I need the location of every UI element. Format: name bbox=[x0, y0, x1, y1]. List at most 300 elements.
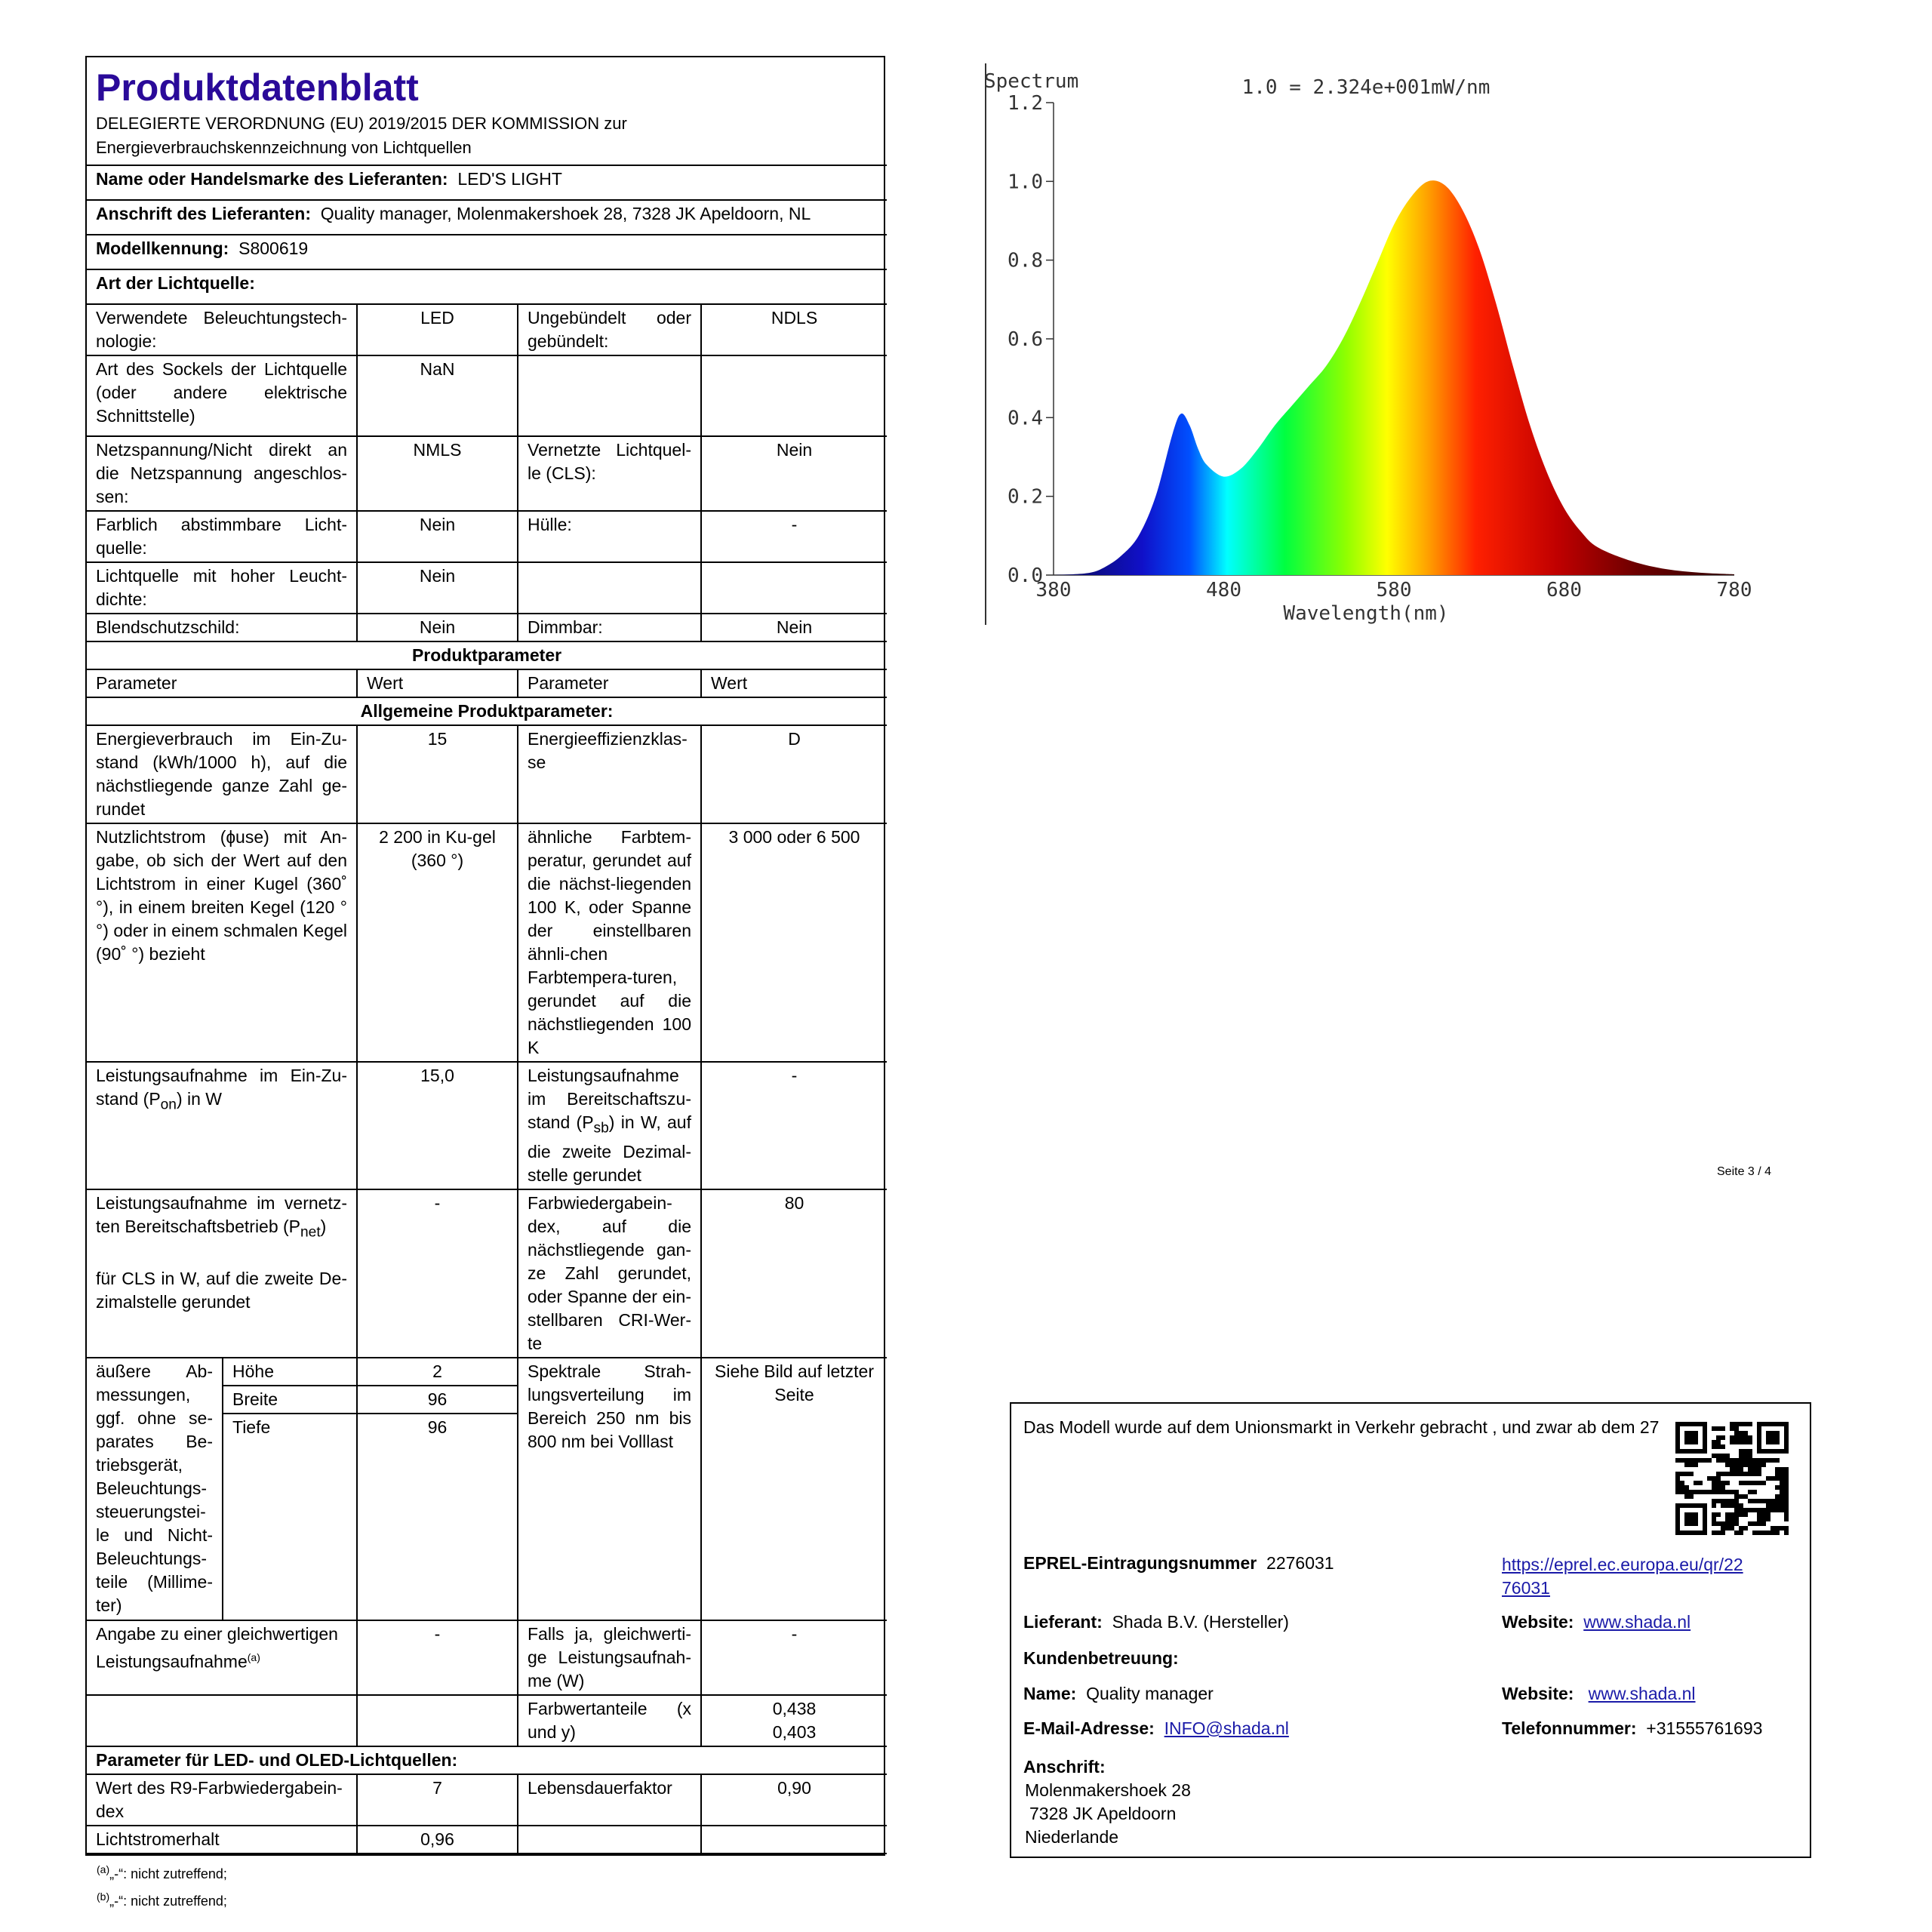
qr-module bbox=[1761, 1499, 1766, 1503]
qr-module bbox=[1757, 1517, 1761, 1521]
value-cell: NaN bbox=[357, 355, 518, 436]
table-row bbox=[87, 1774, 887, 1826]
y-tick-label: 0.6 bbox=[1008, 328, 1043, 351]
qr-module bbox=[1689, 1494, 1694, 1499]
qr-module bbox=[1734, 1517, 1739, 1521]
qr-module bbox=[1712, 1512, 1716, 1517]
qr-module bbox=[1748, 1508, 1752, 1512]
value-cell: Siehe Bild auf letzter Seite bbox=[701, 1358, 887, 1620]
farbwert-x: 0,438 bbox=[772, 1698, 817, 1718]
qr-module bbox=[1748, 1499, 1752, 1503]
qr-module bbox=[1775, 1472, 1780, 1476]
qr-module bbox=[1784, 1472, 1789, 1476]
chart-title: Spectrum bbox=[984, 70, 1079, 93]
qr-module bbox=[1712, 1521, 1716, 1526]
param-cell bbox=[87, 1695, 357, 1746]
qr-module bbox=[1707, 1458, 1712, 1463]
value-cell: Nein bbox=[357, 614, 518, 641]
qr-module bbox=[1675, 1476, 1680, 1481]
qr-module bbox=[1775, 1485, 1780, 1490]
qr-module bbox=[1716, 1472, 1721, 1476]
dim-label: Breite bbox=[223, 1386, 357, 1414]
value-cell: 3 000 oder 6 500 bbox=[701, 823, 887, 1062]
qr-module bbox=[1716, 1490, 1721, 1494]
gleich-text: Angabe zu einer gleichwertigen Leistungsaufnahme bbox=[96, 1623, 338, 1672]
qr-module bbox=[1766, 1458, 1770, 1463]
qr-module bbox=[1766, 1508, 1770, 1512]
website2-link[interactable]: www.shada.nl bbox=[1588, 1684, 1696, 1703]
qr-module bbox=[1716, 1440, 1721, 1444]
qr-module bbox=[1712, 1531, 1716, 1535]
name-label: Name: bbox=[1023, 1684, 1077, 1703]
qr-module bbox=[1775, 1476, 1780, 1481]
qr-module bbox=[1684, 1458, 1689, 1463]
qr-module bbox=[1766, 1512, 1770, 1517]
qr-module bbox=[1734, 1494, 1739, 1499]
qr-module bbox=[1730, 1526, 1734, 1531]
qr-module bbox=[1761, 1531, 1766, 1535]
telefon-label: Telefonnummer: bbox=[1502, 1718, 1637, 1738]
value-cell bbox=[701, 562, 887, 614]
qr-module bbox=[1748, 1440, 1752, 1444]
section-header: Parameter für LED- und OLED-Lichtquellen: bbox=[87, 1746, 887, 1774]
table-row bbox=[87, 304, 887, 355]
qr-module bbox=[1694, 1458, 1698, 1463]
value-cell bbox=[701, 1826, 887, 1854]
param-cell: Netzspannung/Nicht direkt an die Netzspannung angeschlos-sen: bbox=[87, 436, 357, 511]
qr-module bbox=[1752, 1463, 1757, 1467]
param-cell: äußere Ab-messungen, ggf. ohne se-parates Be-triebsgerät, Beleuchtungs-steuerungstei-le und Nicht-Beleuchtungs-teile (Millime-ter) bbox=[87, 1358, 223, 1620]
qr-module bbox=[1734, 1521, 1739, 1526]
qr-module bbox=[1739, 1440, 1743, 1444]
value-cell: 7 bbox=[357, 1774, 518, 1826]
qr-module bbox=[1743, 1472, 1748, 1476]
eprel-link-part1: https://eprel.ec.europa.eu/qr/22 bbox=[1502, 1555, 1743, 1574]
qr-module bbox=[1689, 1490, 1694, 1494]
qr-module bbox=[1716, 1458, 1721, 1463]
qr-module bbox=[1775, 1494, 1780, 1499]
qr-module bbox=[1748, 1449, 1752, 1454]
value-cell: 2 bbox=[357, 1358, 518, 1386]
dim-label: Höhe bbox=[223, 1358, 357, 1386]
qr-module bbox=[1712, 1499, 1716, 1503]
x-tick-label: 480 bbox=[1206, 579, 1241, 601]
psb-text-end: ) in W, auf die zweite Dezimal-stelle gerundet bbox=[528, 1112, 691, 1185]
x-axis-label: Wavelength(nm) bbox=[1283, 602, 1449, 625]
qr-module bbox=[1721, 1472, 1725, 1476]
qr-module bbox=[1743, 1440, 1748, 1444]
table-row bbox=[87, 355, 887, 436]
qr-module bbox=[1716, 1426, 1721, 1431]
qr-module bbox=[1734, 1440, 1739, 1444]
param-cell: Falls ja, gleichwerti-ge Leistungsaufnah-me (W) bbox=[518, 1620, 701, 1695]
qr-module bbox=[1780, 1485, 1784, 1490]
qr-module bbox=[1739, 1531, 1743, 1535]
qr-module bbox=[1780, 1481, 1784, 1485]
qr-module bbox=[1721, 1526, 1725, 1531]
qr-module bbox=[1694, 1481, 1698, 1485]
qr-module bbox=[1698, 1481, 1703, 1485]
pon-sub: on bbox=[160, 1097, 177, 1113]
qr-module bbox=[1725, 1458, 1730, 1463]
qr-module bbox=[1725, 1463, 1730, 1467]
qr-module bbox=[1703, 1490, 1707, 1494]
section-header: Allgemeine Produktparameter: bbox=[87, 697, 887, 725]
footnote-a bbox=[97, 1861, 227, 1882]
qr-module bbox=[1712, 1476, 1716, 1481]
qr-module bbox=[1725, 1503, 1730, 1508]
qr-module bbox=[1770, 1503, 1775, 1508]
qr-module bbox=[1766, 1499, 1770, 1503]
param-cell: Energieeffizienzklas-se bbox=[518, 725, 701, 823]
param-cell: Farbwiedergabein-dex, auf die nächstliegende gan-ze Zahl gerundet, oder Spanne der ein-stellbaren CRI-Wer-te bbox=[518, 1189, 701, 1358]
qr-module bbox=[1712, 1517, 1716, 1521]
qr-module bbox=[1757, 1472, 1761, 1476]
qr-module bbox=[1734, 1422, 1739, 1426]
qr-module bbox=[1725, 1454, 1730, 1458]
qr-module bbox=[1689, 1458, 1694, 1463]
email-label: E-Mail-Adresse: bbox=[1023, 1718, 1155, 1738]
qr-module bbox=[1743, 1481, 1748, 1485]
qr-module bbox=[1725, 1517, 1730, 1521]
qr-module bbox=[1748, 1458, 1752, 1463]
telefon-value: +31555761693 bbox=[1646, 1718, 1763, 1738]
qr-module bbox=[1703, 1458, 1707, 1463]
qr-module bbox=[1780, 1526, 1784, 1531]
qr-module bbox=[1698, 1458, 1703, 1463]
qr-module bbox=[1734, 1508, 1739, 1512]
qr-module bbox=[1725, 1472, 1730, 1476]
qr-module bbox=[1716, 1512, 1721, 1517]
param-cell: Nutzlichtstrom (ɸuse) mit An-gabe, ob sich der Wert auf den Lichtstrom in einer Kugel (360˚ °), in einem breiten Kegel (120 °°) oder in einem schmalen Kegel (90˚ °) bezieht bbox=[87, 823, 357, 1062]
spectrum-chart bbox=[974, 60, 1774, 634]
qr-module bbox=[1725, 1499, 1730, 1503]
anschrift-line: 7328 JK Apeldoorn bbox=[1029, 1804, 1177, 1823]
qr-module bbox=[1770, 1499, 1775, 1503]
kundenbetreuung-label: Kundenbetreuung: bbox=[1023, 1648, 1179, 1668]
qr-module bbox=[1739, 1467, 1743, 1472]
qr-module bbox=[1743, 1431, 1748, 1435]
x-tick-label: 580 bbox=[1376, 579, 1412, 601]
qr-module bbox=[1721, 1435, 1725, 1440]
table-row bbox=[87, 1826, 887, 1854]
qr-module bbox=[1775, 1503, 1780, 1508]
qr-module bbox=[1675, 1490, 1680, 1494]
qr-module bbox=[1730, 1422, 1734, 1426]
qr-module bbox=[1716, 1481, 1721, 1485]
qr-module bbox=[1780, 1467, 1784, 1472]
x-tick-label: 780 bbox=[1716, 579, 1752, 601]
qr-module bbox=[1784, 1476, 1789, 1481]
qr-module bbox=[1707, 1476, 1712, 1481]
qr-module bbox=[1716, 1454, 1721, 1458]
website-link[interactable]: www.shada.nl bbox=[1583, 1612, 1691, 1632]
x-tick-label: 680 bbox=[1546, 579, 1582, 601]
table-row bbox=[87, 1062, 887, 1189]
qr-module bbox=[1757, 1467, 1761, 1472]
qr-module bbox=[1752, 1481, 1757, 1485]
qr-module bbox=[1784, 1485, 1789, 1490]
x-tick-label: 380 bbox=[1035, 579, 1072, 601]
qr-module bbox=[1730, 1472, 1734, 1476]
qr-module bbox=[1725, 1481, 1730, 1485]
supplier-value: LED'S LIGHT bbox=[457, 169, 562, 189]
qr-module bbox=[1784, 1508, 1789, 1512]
data-table bbox=[87, 57, 887, 1854]
qr-module bbox=[1761, 1481, 1766, 1485]
qr-module bbox=[1730, 1458, 1734, 1463]
qr-module bbox=[1752, 1499, 1757, 1503]
param-cell bbox=[87, 1189, 357, 1358]
lieferant-label: Lieferant: bbox=[1023, 1612, 1103, 1632]
param-cell: Lebensdauerfaktor bbox=[518, 1774, 701, 1826]
product-data-sheet bbox=[85, 56, 885, 1856]
param-cell: Vernetzte Lichtquel-le (CLS): bbox=[518, 436, 701, 511]
qr-module bbox=[1712, 1503, 1716, 1508]
param-cell bbox=[518, 1062, 701, 1189]
qr-module bbox=[1752, 1467, 1757, 1472]
qr-module bbox=[1757, 1508, 1761, 1512]
qr-module bbox=[1716, 1444, 1721, 1449]
qr-module bbox=[1748, 1467, 1752, 1472]
qr-module bbox=[1680, 1481, 1684, 1485]
y-tick-label: 0.8 bbox=[1008, 249, 1043, 272]
qr-module bbox=[1766, 1517, 1770, 1521]
param-cell bbox=[518, 1826, 701, 1854]
y-tick-label: 1.0 bbox=[1008, 171, 1043, 194]
qr-code-icon[interactable] bbox=[1675, 1422, 1789, 1535]
qr-module bbox=[1734, 1490, 1739, 1494]
value-cell: 80 bbox=[701, 1189, 887, 1358]
qr-module bbox=[1721, 1503, 1725, 1508]
qr-module bbox=[1784, 1531, 1789, 1535]
value-cell: Nein bbox=[701, 436, 887, 511]
qr-finder-core bbox=[1766, 1431, 1780, 1444]
value-cell: - bbox=[701, 1620, 887, 1695]
name-value: Quality manager bbox=[1086, 1684, 1214, 1703]
value-cell: Nein bbox=[701, 614, 887, 641]
qr-module bbox=[1734, 1463, 1739, 1467]
qr-module bbox=[1730, 1435, 1734, 1440]
qr-module bbox=[1721, 1490, 1725, 1494]
value-cell: 15,0 bbox=[357, 1062, 518, 1189]
qr-module bbox=[1780, 1503, 1784, 1508]
param-cell: Ungebündelt oder gebündelt: bbox=[518, 304, 701, 355]
pnet-text-cls: für CLS in W, auf die zweite De-zimalstelle gerundet bbox=[96, 1269, 347, 1312]
qr-module bbox=[1712, 1454, 1716, 1458]
qr-module bbox=[1752, 1472, 1757, 1476]
qr-module bbox=[1775, 1458, 1780, 1463]
qr-module bbox=[1743, 1435, 1748, 1440]
page-indicator bbox=[1717, 1165, 1771, 1179]
qr-module bbox=[1739, 1472, 1743, 1476]
value-cell bbox=[701, 355, 887, 436]
qr-module bbox=[1784, 1467, 1789, 1472]
table-row bbox=[87, 1620, 887, 1695]
footnote-mark: (a) bbox=[97, 1863, 110, 1875]
qr-module bbox=[1734, 1531, 1739, 1535]
qr-module bbox=[1743, 1526, 1748, 1531]
eprel-link-part2: 76031 bbox=[1502, 1578, 1550, 1598]
table-row bbox=[87, 1695, 887, 1746]
qr-module bbox=[1748, 1481, 1752, 1485]
qr-module bbox=[1784, 1499, 1789, 1503]
qr-module bbox=[1752, 1508, 1757, 1512]
qr-module bbox=[1712, 1440, 1716, 1444]
qr-module bbox=[1725, 1521, 1730, 1526]
qr-module bbox=[1712, 1490, 1716, 1494]
qr-module bbox=[1712, 1485, 1716, 1490]
qr-module bbox=[1680, 1490, 1684, 1494]
param-cell: Hülle: bbox=[518, 511, 701, 562]
anschrift-line: Molenmakershoek 28 bbox=[1025, 1780, 1191, 1800]
qr-module bbox=[1739, 1494, 1743, 1499]
qr-module bbox=[1680, 1485, 1684, 1490]
footnote-b bbox=[97, 1888, 227, 1909]
regulation-subtitle: DELEGIERTE VERORDNUNG (EU) 2019/2015 DER KOMMISSION zur Energieverbrauchskennzeichnung von Lichtquellen bbox=[96, 114, 627, 157]
param-cell: Energieverbrauch im Ein-Zu-stand (kWh/1000 h), auf die nächstliegende ganze Zahl ge-rundet bbox=[87, 725, 357, 823]
qr-module bbox=[1748, 1521, 1752, 1526]
qr-module bbox=[1730, 1503, 1734, 1508]
eprel-label: EPREL-Eintragungsnummer bbox=[1023, 1553, 1257, 1573]
qr-module bbox=[1716, 1531, 1721, 1535]
qr-module bbox=[1757, 1531, 1761, 1535]
qr-module bbox=[1721, 1521, 1725, 1526]
footnote-text: „-“: nicht zutreffend; bbox=[109, 1894, 227, 1909]
value-cell: 2 200 in Ku-gel (360 °) bbox=[357, 823, 518, 1062]
qr-module bbox=[1739, 1449, 1743, 1454]
qr-module bbox=[1675, 1472, 1680, 1476]
qr-module bbox=[1780, 1490, 1784, 1494]
qr-module bbox=[1739, 1481, 1743, 1485]
qr-module bbox=[1730, 1521, 1734, 1526]
param-cell: Dimmbar: bbox=[518, 614, 701, 641]
qr-module bbox=[1739, 1454, 1743, 1458]
qr-module bbox=[1775, 1531, 1780, 1535]
qr-module bbox=[1712, 1426, 1716, 1431]
qr-module bbox=[1721, 1481, 1725, 1485]
table-row bbox=[87, 562, 887, 614]
qr-module bbox=[1784, 1503, 1789, 1508]
qr-module bbox=[1730, 1467, 1734, 1472]
param-cell: Blendschutzschild: bbox=[87, 614, 357, 641]
value-cell: 96 bbox=[357, 1414, 518, 1620]
qr-module bbox=[1757, 1521, 1761, 1526]
qr-module bbox=[1721, 1499, 1725, 1503]
qr-module bbox=[1730, 1499, 1734, 1503]
qr-module bbox=[1734, 1503, 1739, 1508]
table-row bbox=[87, 823, 887, 1062]
qr-finder-core bbox=[1684, 1431, 1698, 1444]
qr-module bbox=[1739, 1526, 1743, 1531]
email-link[interactable]: INFO@shada.nl bbox=[1164, 1718, 1289, 1738]
table-row bbox=[87, 614, 887, 641]
qr-module bbox=[1725, 1526, 1730, 1531]
qr-module bbox=[1784, 1526, 1789, 1531]
param-cell: Farblich abstimmbare Licht-quelle: bbox=[87, 511, 357, 562]
qr-module bbox=[1743, 1449, 1748, 1454]
qr-module bbox=[1739, 1422, 1743, 1426]
value-cell bbox=[701, 1695, 887, 1746]
qr-module bbox=[1784, 1517, 1789, 1521]
address-label: Anschrift des Lieferanten: bbox=[96, 204, 311, 223]
qr-module bbox=[1712, 1481, 1716, 1485]
qr-module bbox=[1721, 1444, 1725, 1449]
qr-module bbox=[1784, 1494, 1789, 1499]
model-value: S800619 bbox=[238, 238, 309, 258]
qr-module bbox=[1716, 1521, 1721, 1526]
column-header: Parameter bbox=[518, 669, 701, 697]
qr-module bbox=[1743, 1422, 1748, 1426]
y-tick-label: 0.4 bbox=[1008, 407, 1043, 430]
qr-module bbox=[1780, 1472, 1784, 1476]
column-header: Wert bbox=[357, 669, 518, 697]
qr-module bbox=[1684, 1490, 1689, 1494]
qr-module bbox=[1721, 1426, 1725, 1431]
pnet-sub: net bbox=[300, 1224, 321, 1241]
column-header: Parameter bbox=[87, 669, 357, 697]
qr-module bbox=[1748, 1422, 1752, 1426]
qr-module bbox=[1734, 1467, 1739, 1472]
table-row bbox=[87, 725, 887, 823]
qr-module bbox=[1743, 1463, 1748, 1467]
qr-module bbox=[1761, 1463, 1766, 1467]
qr-module bbox=[1675, 1481, 1680, 1485]
website-label: Website: bbox=[1502, 1612, 1574, 1632]
qr-module bbox=[1734, 1499, 1739, 1503]
qr-module bbox=[1716, 1476, 1721, 1481]
qr-module bbox=[1752, 1458, 1757, 1463]
qr-module bbox=[1734, 1472, 1739, 1476]
value-cell: Nein bbox=[357, 511, 518, 562]
qr-module bbox=[1775, 1467, 1780, 1472]
param-cell: Wert des R9-Farbwiedergabein-dex bbox=[87, 1774, 357, 1826]
qr-module bbox=[1675, 1458, 1680, 1463]
info-box bbox=[1010, 1402, 1811, 1858]
qr-module bbox=[1757, 1463, 1761, 1467]
value-cell: NMLS bbox=[357, 436, 518, 511]
page-number: 3 / 4 bbox=[1747, 1165, 1772, 1178]
value-cell: LED bbox=[357, 304, 518, 355]
param-cell bbox=[87, 1062, 357, 1189]
value-cell: NDLS bbox=[701, 304, 887, 355]
anschrift-line: Niederlande bbox=[1025, 1827, 1119, 1847]
pnet-text-end: ) bbox=[320, 1216, 327, 1236]
dim-label: Tiefe bbox=[223, 1414, 357, 1620]
value-cell: D bbox=[701, 725, 887, 823]
value-cell: Nein bbox=[357, 562, 518, 614]
qr-module bbox=[1684, 1463, 1689, 1467]
qr-module bbox=[1698, 1490, 1703, 1494]
qr-module bbox=[1775, 1499, 1780, 1503]
qr-module bbox=[1734, 1431, 1739, 1435]
qr-module bbox=[1761, 1508, 1766, 1512]
qr-module bbox=[1784, 1481, 1789, 1485]
qr-module bbox=[1730, 1463, 1734, 1467]
qr-module bbox=[1761, 1517, 1766, 1521]
qr-module bbox=[1766, 1531, 1770, 1535]
qr-module bbox=[1780, 1494, 1784, 1499]
eprel-link[interactable] bbox=[1502, 1555, 1743, 1598]
qr-module bbox=[1752, 1490, 1757, 1494]
qr-module bbox=[1775, 1508, 1780, 1512]
value-cell: 96 bbox=[357, 1386, 518, 1414]
pon-text-end: ) in W bbox=[176, 1089, 223, 1109]
qr-module bbox=[1761, 1512, 1766, 1517]
qr-module bbox=[1780, 1499, 1784, 1503]
qr-module bbox=[1707, 1490, 1712, 1494]
qr-module bbox=[1734, 1458, 1739, 1463]
